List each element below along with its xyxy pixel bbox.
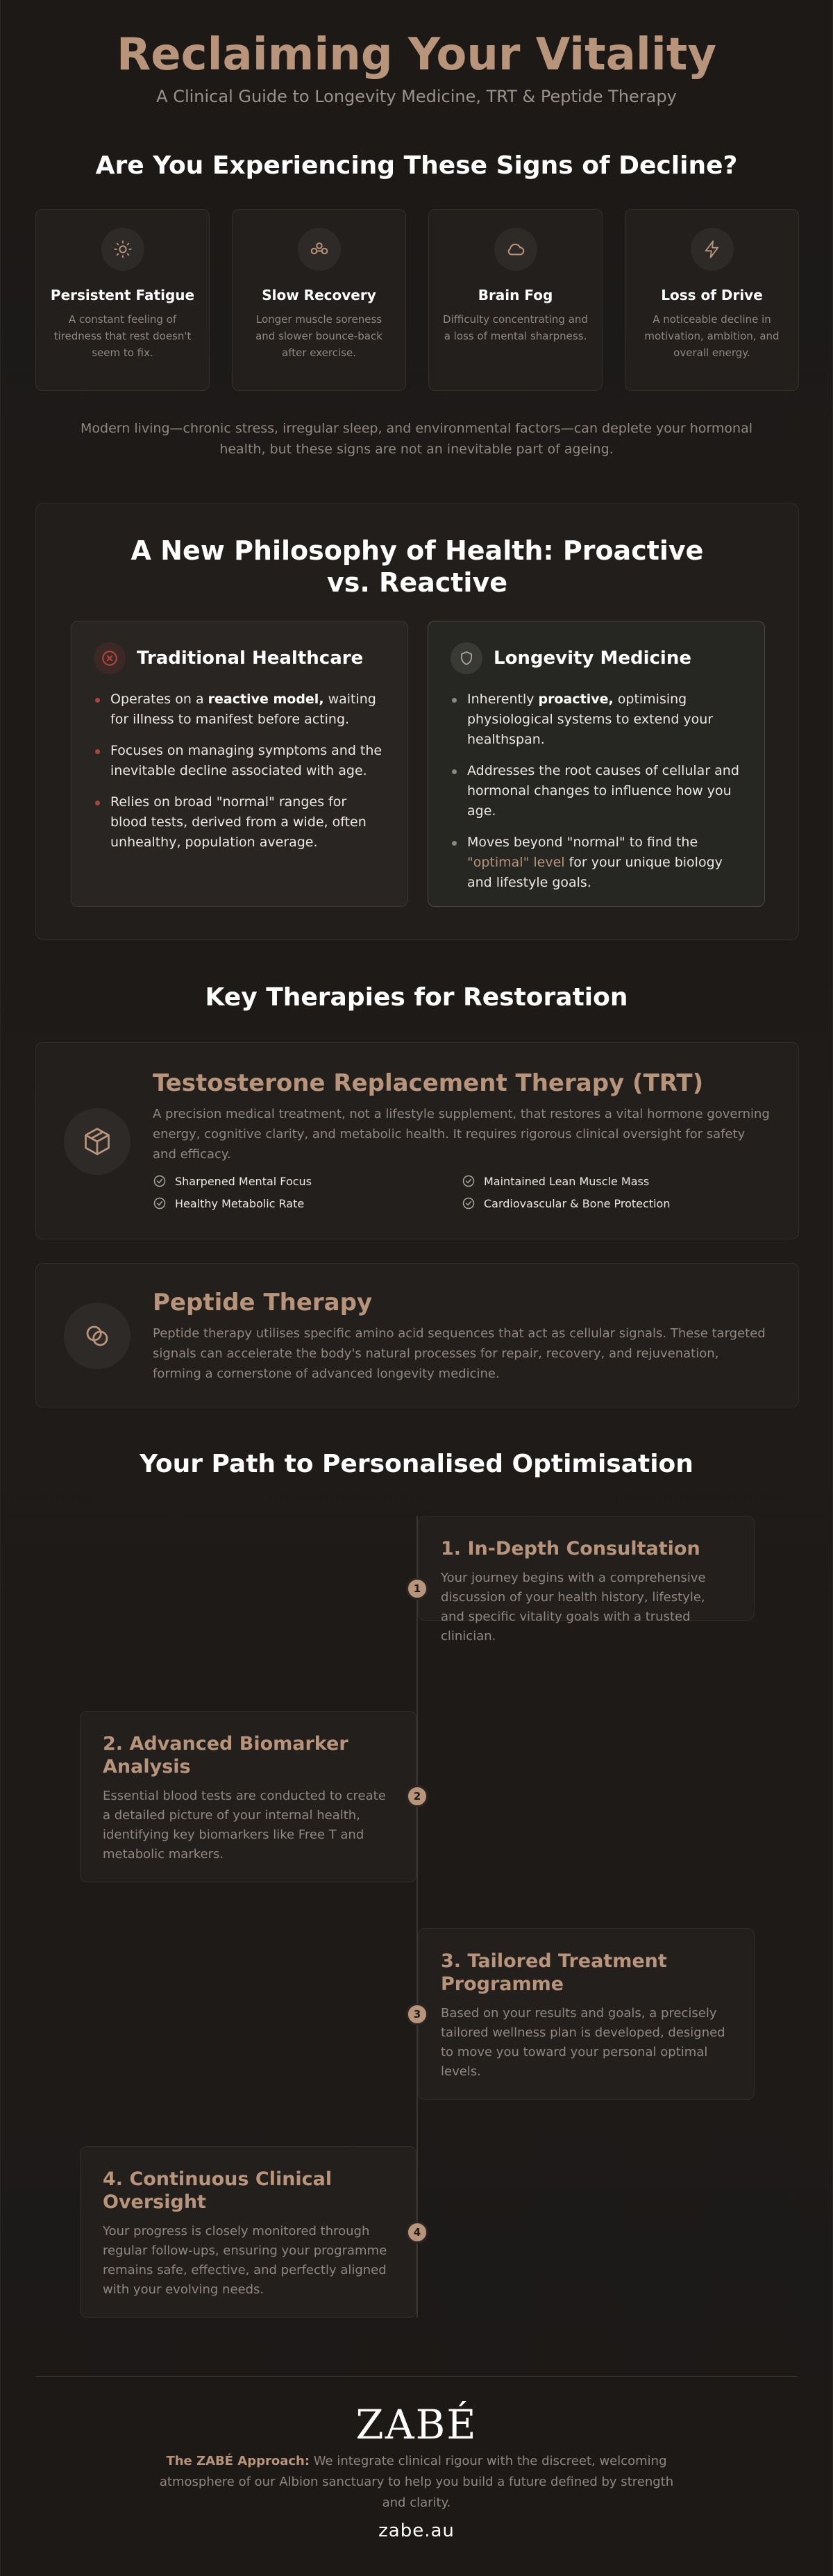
step-desc: Your progress is closely monitored through regular follow-ups, ensuring your programme remains safe, effective, and perfectly aligned with your evolving needs. [103, 2224, 387, 2297]
check-circle-icon [462, 1196, 476, 1210]
benefit-item: Sharpened Mental Focus [153, 1174, 462, 1188]
lightning-icon [691, 228, 734, 271]
signs-intro-text: Modern living—chronic stress, irregular sleep, and environmental factors—can deplete your hormonal health, but these signs are not an inevitable part of ageing. [81, 421, 752, 457]
trt-desc: A precision medical treatment, not a lifestyle supplement, that restores a vital hormone governing energy, cognitive clarity, and metabolic health. It requires rigorous clinical oversight for safety and efficacy. [153, 1107, 770, 1162]
check-circle-icon [153, 1174, 167, 1188]
step-desc: Your journey begins with a comprehensive discussion of your health history, lifestyle, and specific vitality goals with a trusted clinician. [441, 1571, 706, 1644]
trt-title: Testosterone Replacement Therapy (TRT) [153, 1069, 704, 1097]
cloud-icon [494, 228, 537, 271]
step-number-badge: 2 [406, 1785, 428, 1807]
timeline-step-3 [418, 1928, 755, 2100]
philosophy-section [35, 503, 799, 940]
sign-desc: A constant feeling of tiredness that rest doesn't seem to fix. [53, 313, 192, 359]
step-title: 3. Tailored Treatment Programme [441, 1950, 667, 1995]
list-item: Moves beyond "normal" to find the "optimal" level for your unique biology and lifestyle goals. [451, 833, 742, 893]
timeline-step-2 [80, 1711, 416, 1882]
footer-divider [35, 2376, 798, 2377]
traditional-title: Traditional Healthcare [137, 648, 364, 669]
sign-title: Persistent Fatigue [50, 287, 195, 303]
interlocking-rings-icon [64, 1303, 131, 1369]
step-number-badge: 3 [406, 2003, 428, 2025]
shield-icon [451, 642, 482, 674]
benefit-item: Cardiovascular & Bone Protection [462, 1196, 771, 1210]
sign-card-recovery [232, 209, 406, 391]
sign-desc: A noticeable decline in motivation, ambition, and overall energy. [644, 313, 780, 359]
step-number-badge: 4 [406, 2221, 428, 2243]
brand-logo: ZABÉ [355, 2401, 478, 2448]
signs-section-title: Are You Experiencing These Signs of Decline? [95, 151, 738, 180]
sign-card-brain-fog [428, 209, 603, 391]
sign-title: Brain Fog [478, 287, 553, 303]
benefit-item: Maintained Lean Muscle Mass [462, 1174, 771, 1188]
check-circle-icon [153, 1196, 167, 1210]
sign-desc: Difficulty concentrating and a loss of mental sharpness. [443, 313, 588, 342]
peptide-card [35, 1263, 799, 1407]
trt-benefits [153, 1174, 771, 1210]
page-title: Reclaiming Your Vitality [116, 29, 717, 81]
therapies-section-title: Key Therapies for Restoration [205, 983, 628, 1012]
longevity-medicine-card [428, 621, 765, 907]
step-title: 4. Continuous Clinical Oversight [103, 2168, 333, 2213]
step-desc: Essential blood tests are conducted to create a detailed picture of your internal health, identifying key biomarkers like Free T and metabolic markers. [103, 1789, 386, 1862]
list-item: Operates on a reactive model, waiting for illness to manifest before acting. [94, 689, 385, 730]
peptide-title: Peptide Therapy [153, 1289, 373, 1316]
step-number-badge: 1 [406, 1578, 428, 1600]
list-item: Addresses the root causes of cellular and hormonal changes to influence how you age. [451, 761, 742, 821]
trt-card [35, 1042, 799, 1239]
timeline-step-4 [80, 2146, 416, 2318]
step-title: 2. Advanced Biomarker Analysis [103, 1733, 348, 1778]
list-item: Focuses on managing symptoms and the inevitable decline associated with age. [94, 741, 385, 781]
sign-title: Loss of Drive [661, 287, 763, 303]
philosophy-title: A New Philosophy of Health: Proactive vs. Reactive [131, 535, 704, 598]
sign-card-drive [625, 209, 799, 391]
sign-desc: Longer muscle soreness and slower bounce-back after exercise. [255, 313, 382, 359]
traditional-healthcare-card [71, 621, 408, 907]
sign-card-fatigue [35, 209, 210, 391]
footer-approach-text: The ZABÉ Approach: We integrate clinical rigour with the discreet, welcoming atmosphere of our Albion sanctuary to help you build a future defined by strength and clarity. [159, 2454, 674, 2510]
benefit-item: Healthy Metabolic Rate [153, 1196, 462, 1210]
page-subtitle: A Clinical Guide to Longevity Medicine, TRT & Peptide Therapy [156, 87, 677, 106]
peptide-desc: Peptide therapy utilises specific amino acid sequences that act as cellular signals. These targeted signals can accelerate the body's natural processes for repair, recovery, and rejuvenation, forming a cornerstone of advanced longevity medicine. [153, 1326, 766, 1381]
website-link[interactable]: zabe.au [378, 2520, 455, 2541]
list-item: Relies on broad "normal" ranges for blood tests, derived from a wide, often unhealthy, population average. [94, 792, 385, 853]
timeline-line [416, 1516, 418, 2318]
step-desc: Based on your results and goals, a precisely tailored wellness plan is developed, designed to move you toward your personal optimal levels. [441, 2006, 725, 2079]
timeline-step-1 [418, 1516, 755, 1644]
path-section-title: Your Path to Personalised Optimisation [140, 1450, 693, 1478]
sign-title: Slow Recovery [262, 287, 376, 303]
cube-icon [64, 1108, 131, 1175]
sun-icon [101, 228, 144, 271]
check-circle-icon [462, 1174, 476, 1188]
list-item: Inherently proactive, optimising physiological systems to extend your healthspan. [451, 689, 742, 750]
longevity-title: Longevity Medicine [494, 648, 691, 669]
step-title: 1. In-Depth Consultation [441, 1538, 700, 1559]
x-circle-icon [94, 642, 126, 674]
muscle-icon [298, 228, 341, 271]
